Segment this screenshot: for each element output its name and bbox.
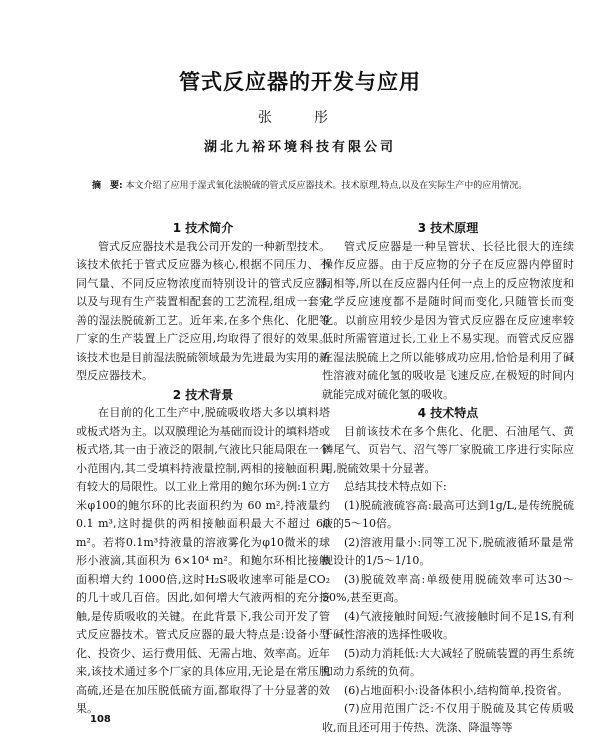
section-3-title: 3 技术原理 xyxy=(417,221,479,235)
feature-item: (4)气液接触时间短:气液接触时间不足1S,有利于碱性溶液的选择性吸收。 xyxy=(322,609,574,641)
right-column xyxy=(322,219,574,737)
feature-item: (7)应用范围广泛:不仅用于脱硫及其它传质吸收,而且还可用于传热、洗涤、降温等等 xyxy=(322,702,574,734)
feature-item: (6)占地面积小:设备体积小,结构简单,投资省。 xyxy=(344,683,569,697)
feature-item: (1)脱硫液硫容高:最高可达到1g/L,是传统脱硫液的5～10倍。 xyxy=(322,498,574,530)
section-4-title: 4 技术特点 xyxy=(417,406,479,420)
features-summary: 总结其技术特点如下: xyxy=(344,480,447,493)
paper-title: 管式反应器的开发与应用 xyxy=(179,69,421,94)
left-column xyxy=(76,219,330,719)
feature-item: (3)脱硫效率高:单级使用脱硫效率可达30～50%,甚至更高。 xyxy=(322,572,574,604)
feature-item: (2)溶液用量小:同等工况下,脱硫液循环量是常规设计的1/5～1/10。 xyxy=(322,535,574,567)
abstract xyxy=(92,180,562,192)
section-2-paragraph: 在目前的化工生产中,脱硫吸收塔大多以填料塔或板式塔为主。以双膜理论为基础而设计的填料塔或板式塔,其一由于液泛的限制,气液比只能局限在一个小范围内,其二受填料持液量控制,两相的接触面积具有较大的局限性。以工业上常用的鲍尔环为例:1立方米φ100的鲍尔环的比表面积约为 60 m²,持液量约 0.1 m³,这时提供的两相接触面积最大不超过 60 m²。若将0.1m³持液量的溶液雾化为φ10微米的球形小液滴,其面积为 6×10⁴ m²。和鲍尔环相比接触面积增大约 1000倍,这时H₂S吸收速率可能是CO₂的几十或几百倍。因此,如何增大气液两相的充分接触,是传质吸收的关键。在此背景下,我公司开发了管式反应器技术。管式反应器的最大特点是:设备小型化、投资少、运行费用低、无需占地、效率高。近年来,该技术通过多个厂家的具体应用,无论是在常压脱高硫,还是在加压脱低硫方面,都取得了十分显著的效果。 xyxy=(76,406,330,715)
section-4-paragraph: 目前该技术在多个焦化、化肥、石油尾气、黄磷尾气、页岩气、沼气等厂家脱硫工序进行实际应用,脱硫效果十分显著。 xyxy=(322,424,574,475)
affiliation: 湖北九裕环境科技有限公司 xyxy=(203,140,396,155)
section-3-paragraph: 管式反应器是一种呈管状、长径比很大的连续操作反应器。由于反应物的分子在反应器内停留时间相等,所以在反应器内任何一点上的反应物浓度和化学反应速度都不是随时间而变化,只随管长而变化。以前应用较少是因为管式反应器在反应速率较低时所需管道过长,工业上不易实现。而管式反应器在湿法脱硫上之所以能够成功应用,恰恰是利用了碱性溶液对硫化氢的吸收是飞速反应,在极短的时间内就能完成对硫化氢的吸收。 xyxy=(322,239,574,401)
section-2-title: 2 技术背景 xyxy=(172,387,234,402)
abstract-text: 本文介绍了应用于湿式氧化法脱硫的管式反应器技术。技术原理,特点,以及在实际生产中的应用情况。 xyxy=(125,181,528,191)
abstract-label: 摘 要: xyxy=(92,181,123,191)
section-1-paragraph: 管式反应器技术是我公司开发的一种新型技术。该技术依托于管式反应器为核心,根据不同压力、不同气量、不同反应物浓度而特别设计的管式反应器,以及与现有生产装置相配套的工艺流程,组成一套完善的湿法脱硫新工艺。近年来,在多个焦化、化肥等厂家的生产装置上广泛应用,均取得了很好的效果。该技术也是目前湿法脱硫领域最为先进最为实用的新型反应器技术。 xyxy=(76,239,330,382)
section-1-title: 1 技术简介 xyxy=(172,221,234,235)
feature-item: (5)动力消耗低:大大减轻了脱硫装置的再生系统和动力系统的负荷。 xyxy=(322,646,574,678)
author-name: 张 彤 xyxy=(258,110,342,126)
page-number: 108 xyxy=(90,714,111,725)
